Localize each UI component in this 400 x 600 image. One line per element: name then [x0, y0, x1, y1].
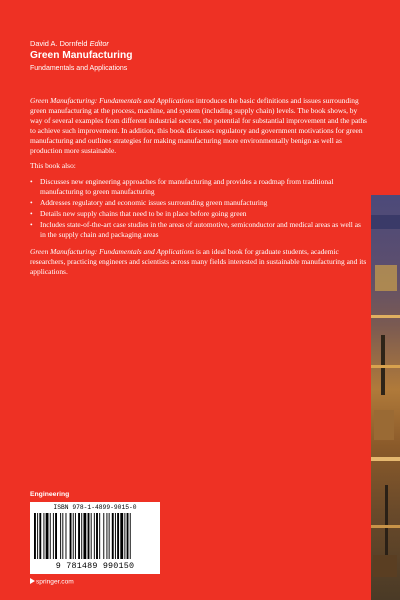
closing-book-title: Green Manufacturing: Fundamentals and Applications	[30, 246, 195, 256]
editor-name: David A. Dornfeld	[30, 39, 88, 48]
barcode-digits: 9 781489 990150	[55, 561, 135, 571]
lead-in-text: This book also:	[30, 161, 76, 171]
feature-item: • Details new supply chains that need to be in place before going green	[30, 209, 368, 219]
intro-paragraph	[30, 96, 368, 155]
publisher-website[interactable]	[30, 578, 74, 586]
book-description	[30, 96, 368, 283]
feature-item: • Includes state-of-the-art case studies in the areas of automotive, semiconductor and medical areas as well as in the supply chain and packaging areas	[30, 220, 368, 240]
barcode-box	[30, 502, 160, 574]
closing-paragraph	[30, 247, 368, 277]
feature-item: • Discusses new engineering approaches for manufacturing and provides a roadmap from traditional manufacturing to green manufacturing	[30, 177, 368, 197]
category-label: Engineering	[30, 491, 70, 498]
closing-text: is an ideal book for graduate students, academic researchers, practicing engineers and scientists across many fields interested in sustainable manufacturing and its applications.	[30, 246, 367, 276]
isbn-label: ISBN 978-1-4899-9015-0	[53, 504, 137, 511]
book-title: Green Manufacturing	[30, 50, 133, 61]
cover-photo-strip	[371, 195, 400, 600]
book-subtitle: Fundamentals and Applications	[30, 65, 128, 72]
intro-book-title: Green Manufacturing: Fundamentals and Applications	[30, 96, 195, 105]
barcode-graphic	[33, 513, 157, 561]
intro-text: introduces the basic definitions and issues surrounding green manufacturing at the process, machine, and system (including supply chain) levels. The book shows, by way of several examples from different industrial sectors, the potential for substantial improvement and the paths to achieve such improvement. In addition, this book discusses regulatory and government motivations for green manufacturing and outlines strategies for making manufacturing more environmentally benign as well as production more sustainable.	[30, 96, 367, 155]
triangle-right-icon	[30, 578, 35, 584]
website-text: springer.com	[36, 578, 74, 586]
editor-role: Editor	[89, 39, 109, 48]
editor-line	[30, 39, 109, 48]
feature-list	[30, 177, 368, 239]
feature-item: • Addresses regulatory and economic issues surrounding green manufacturing	[30, 198, 368, 208]
